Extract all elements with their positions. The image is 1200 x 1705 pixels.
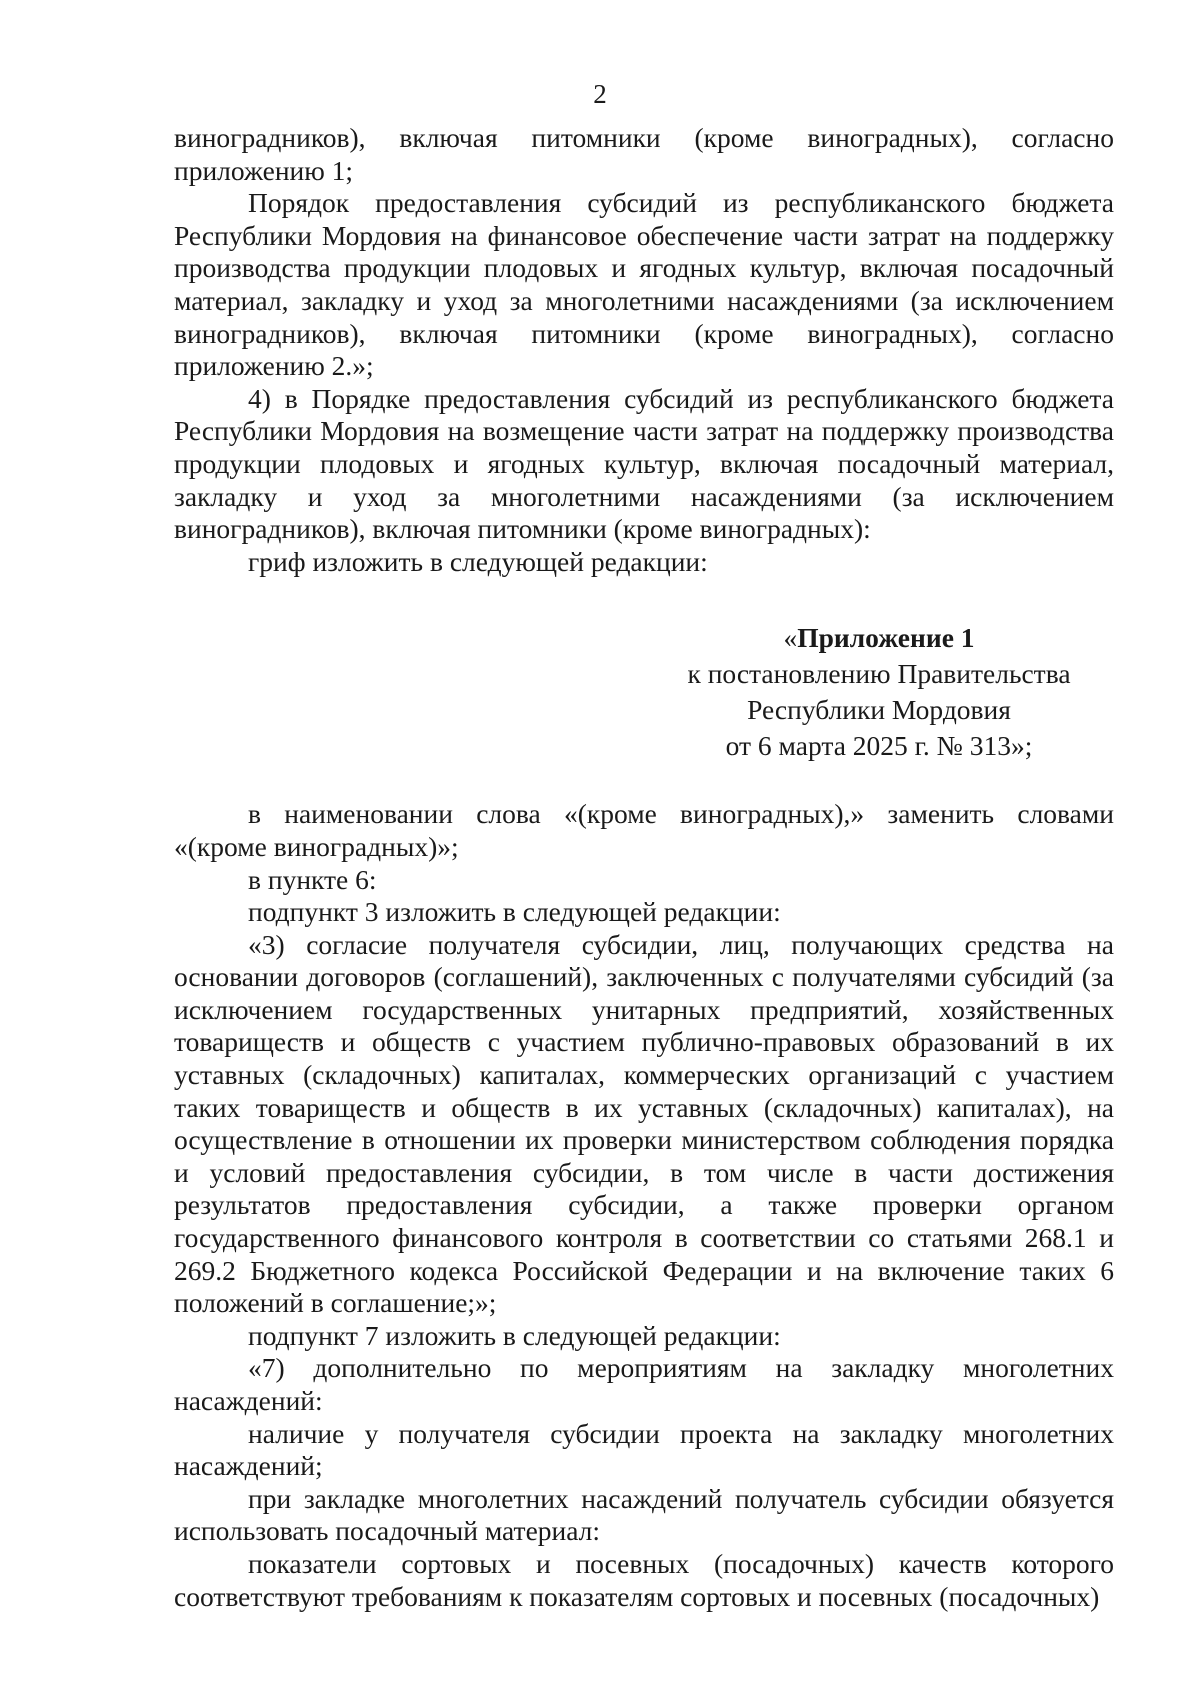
paragraph: подпункт 3 изложить в следующей редакции: — [248, 896, 781, 928]
attachment-quote: « — [783, 622, 798, 654]
spacer — [174, 764, 1114, 798]
document-body — [174, 122, 1114, 1613]
paragraph: 4) в Порядке предоставления субсидий из республиканского бюджета Республики Мордовия на возмещение части затрат на поддержку производства продукции плодовых и ягодных культур, включая посадочный материал, закладку и уход за многолетними насаждениями (за исключением виноградников), включая питомники (кроме виноградных): — [174, 382, 1114, 545]
paragraph: Порядок предоставления субсидий из республиканского бюджета Республики Мордовия на финансовое обеспечение части затрат на поддержку производства продукции плодовых и ягодных культур, включая посадочный материал, закладку и уход за многолетними насаждениями (за исключением виноградников), включая питомники (кроме виноградных), согласно приложению 2.»; — [174, 187, 1114, 382]
paragraph: виноградников), включая питомники (кроме виноградных), согласно приложению 1; — [174, 122, 1114, 186]
attachment-title-line — [644, 620, 1114, 656]
paragraph: показатели сортовых и посевных (посадочных) качеств которого соответствуют требованиям к показателям сортовых и посевных (посадочных) — [174, 1547, 1114, 1612]
paragraph: в пункте 6: — [248, 863, 377, 895]
paragraph: «7) дополнительно по мероприятиям на закладку многолетних насаждений: — [174, 1352, 1114, 1416]
attachment-line: Республики Мордовия — [747, 694, 1011, 726]
paragraph: подпункт 7 изложить в следующей редакции: — [248, 1319, 781, 1351]
paragraph: наличие у получателя субсидии проекта на закладку многолетних насаждений; — [174, 1417, 1114, 1482]
paragraph: в наименовании слова «(кроме виноградных),» заменить словами «(кроме виноградных)»; — [174, 798, 1114, 862]
page-number: 2 — [593, 79, 607, 109]
paragraph: при закладке многолетних насаждений получатель субсидии обязуется использовать посадочный материал: — [174, 1482, 1114, 1547]
paragraph: гриф изложить в следующей редакции: — [248, 545, 708, 577]
attachment-line: к постановлению Правительства — [687, 658, 1071, 690]
attachment-stamp — [174, 620, 1114, 764]
attachment-title: Приложение 1 — [797, 622, 975, 654]
attachment-line: от 6 марта 2025 г. № 313»; — [725, 730, 1033, 762]
paragraph: «3) согласие получателя субсидии, лиц, получающих средства на основании договоров (соглашений), заключенных с получателями субсидий (за исключением государственных унитарных предприятий, хозяйственных товариществ и обществ с участием публично-правовых образований в их уставных (складочных) капиталах, коммерческих организаций с участием таких товариществ и обществ в их уставных (складочных) капиталах), на осуществление в отношении их проверки министерством соблюдения порядка и условий предоставления субсидии, в том числе в части достижения результатов предоставления субсидии, а также проверки органом государственного финансового контроля в соответствии со статьями 268.1 и 269.2 Бюджетного кодекса Российской Федерации и на включение таких 6 положений в соглашение;»; — [174, 928, 1114, 1319]
